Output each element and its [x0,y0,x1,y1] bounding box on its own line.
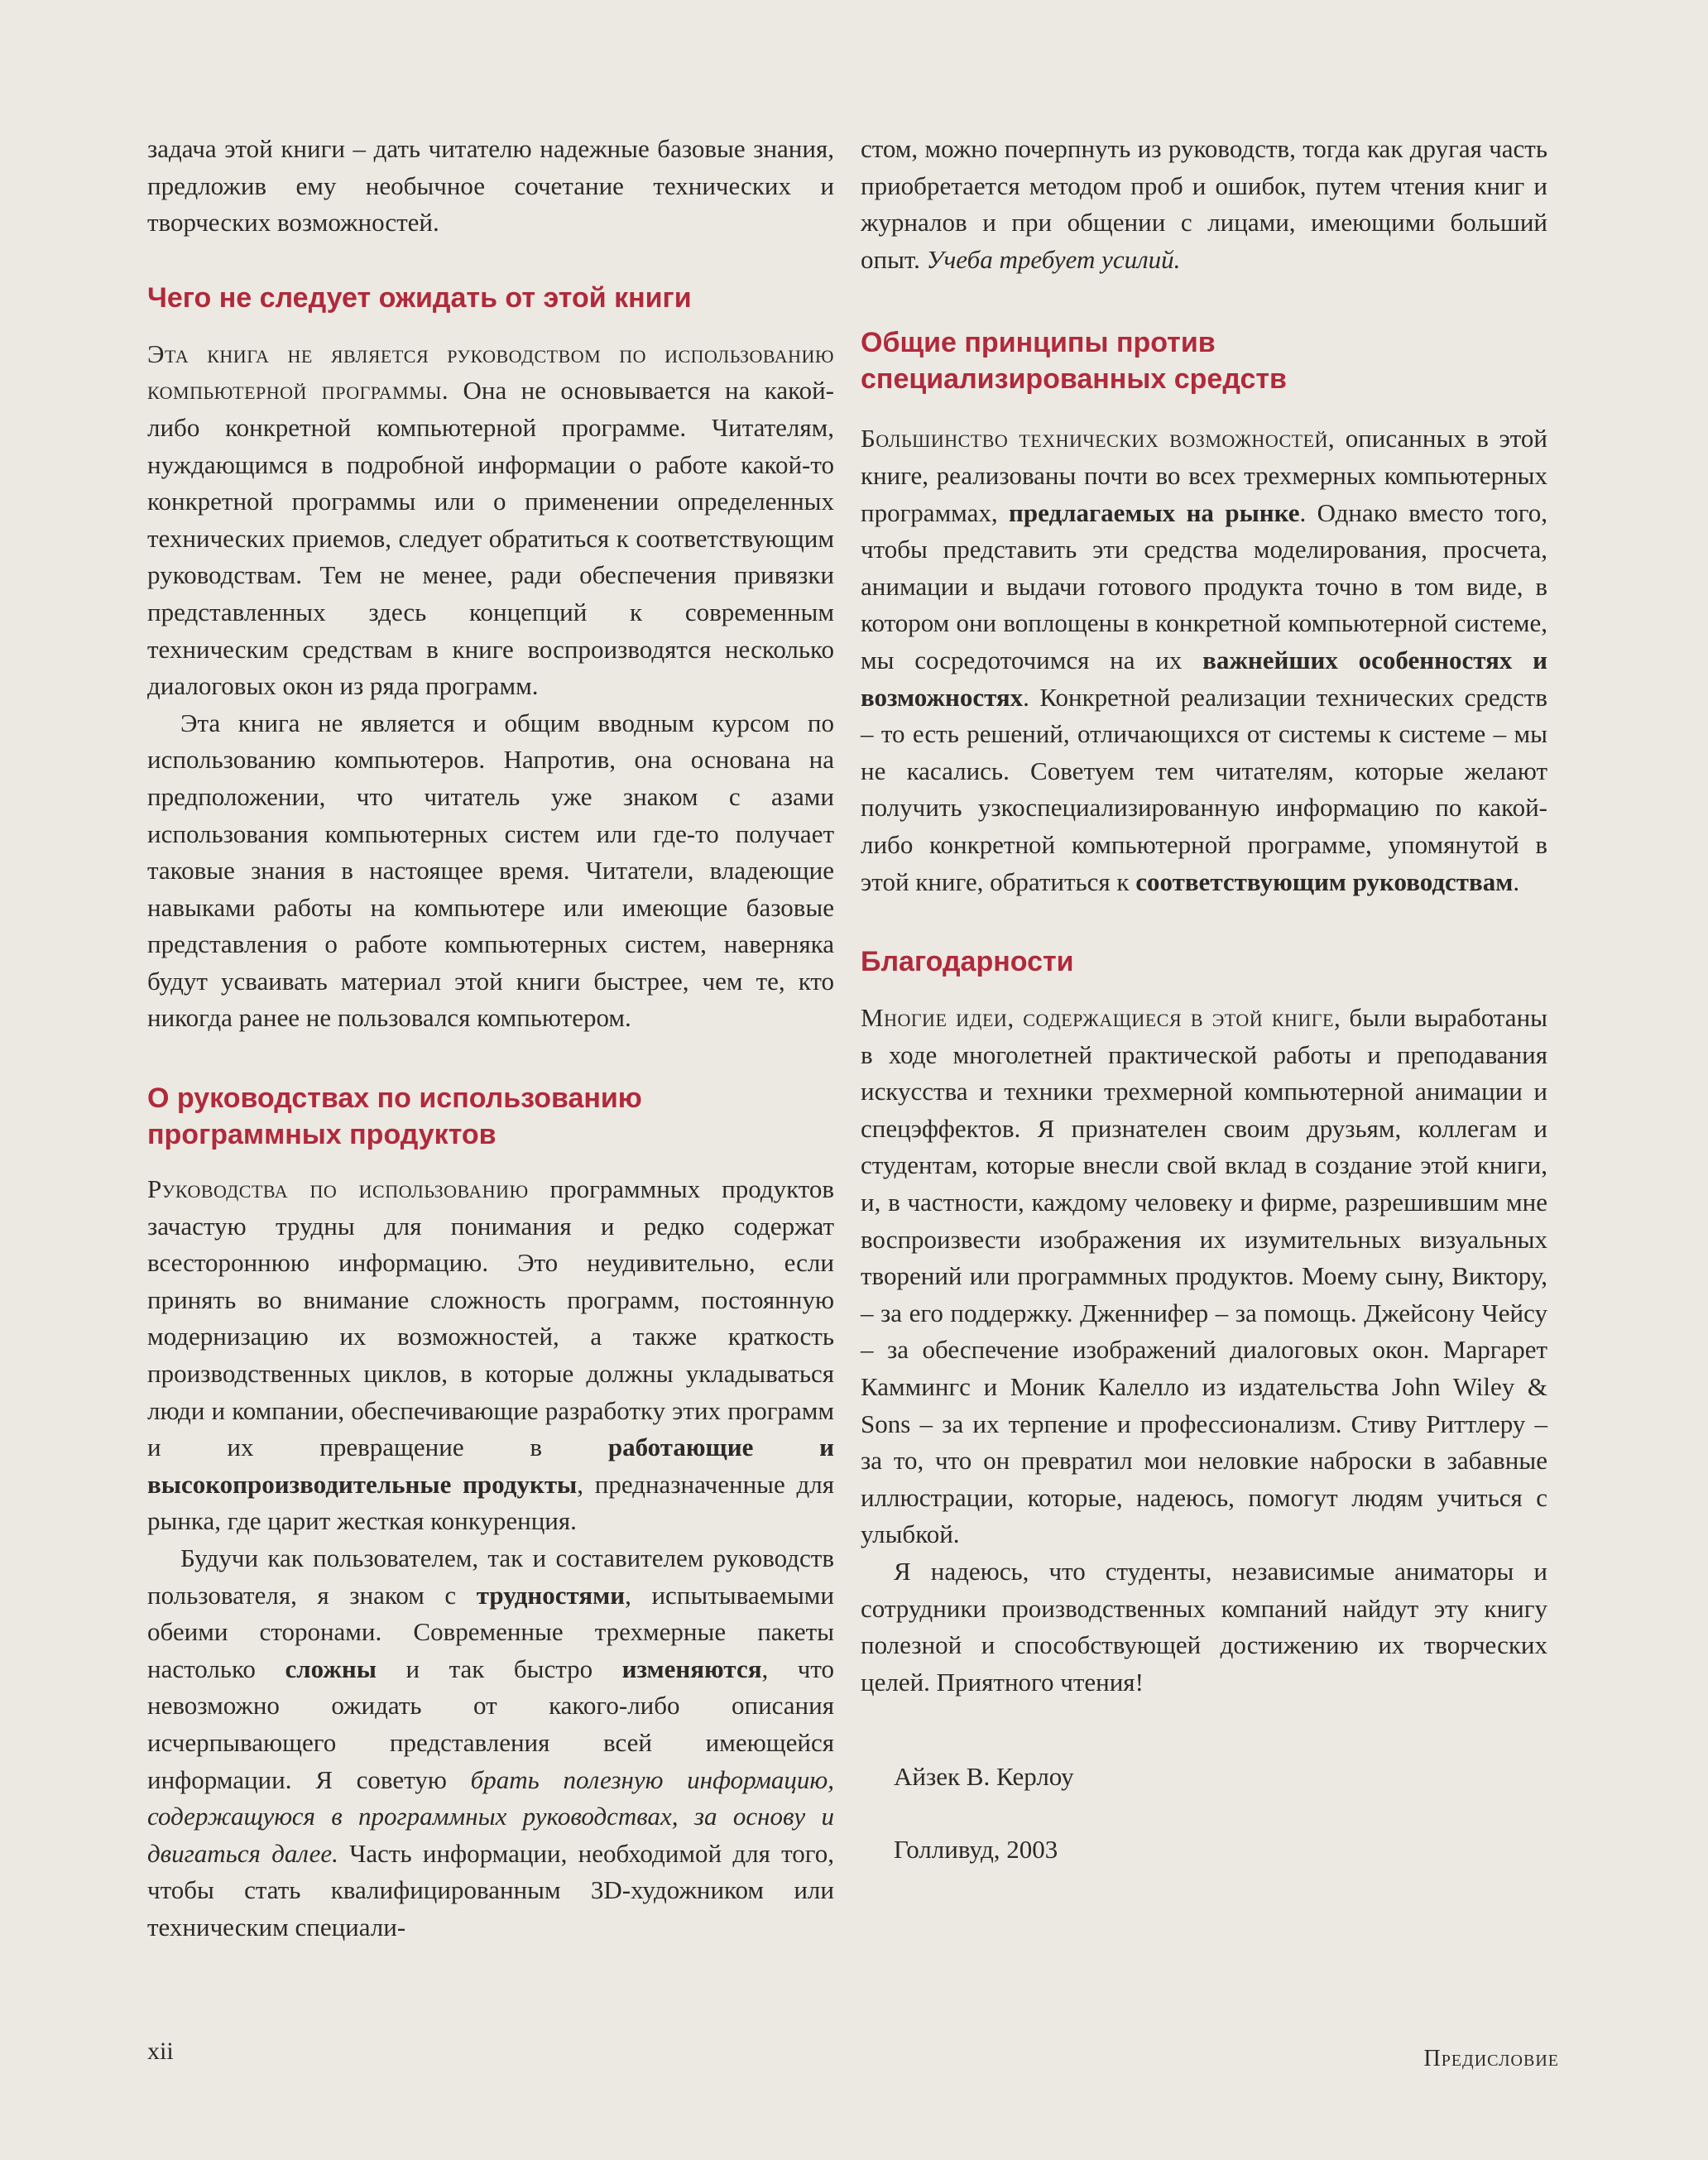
left-column [147,131,834,1946]
section-paragraph [147,336,834,705]
bold-phrase: сложны [285,1654,377,1683]
bold-phrase: важнейших особенностях и возможностях [861,645,1547,712]
bold-phrase: изменяются [621,1654,762,1683]
paragraph-text: . Однако вместо того, чтобы представить эти средства моделирования, просчета, анимации и выдачи готового продукта точно в том виде, в котором они воплощены в конкретной компьютерной системе, мы сосредоточимся на их [861,497,1547,674]
section-heading-not-expected: Чего не следует ожидать от этой книги [147,281,692,314]
heading-line: О руководствах по использованию [147,1082,642,1115]
bold-phrase: трудностями [476,1580,626,1610]
bold-phrase: соответствующим руководствам [1135,866,1514,896]
paragraph-text: были выработаны в ходе многолетней практической работы и преподавания искусства и техники трехмерной компьютерной анимации и спецэффектов. Я признателен своим друзьям, коллегам и студентам, которые внесли свой вклад в создание этой книги, и, в частности, каждому человеку и фирме, разрешившим мне воспроизвести изображения их изумительных визуальных творений или программных продуктов. Моему сыну, Виктору, – за его поддержку. Дженнифер – за помощь. Джейсону Чейсу – за обеспечение изображений диалоговых окон. Маргарет Каммингс и Моник Калелло из издательства John Wiley & Sons – за их терпение и профессионализм. Стиву Риттлеру – за то, что он превратил мои неловкие наброски в забавные иллюстрации, которые, надеюсь, помогут людям учиться с улыбкой. [861,1003,1547,1549]
paragraph-text: . Конкретной реализации технических средств – то есть решений, отличающихся от системы к системе – мы не касались. Советуем тем читателям, которые желают получить узкоспециализированную информацию по какой-либо конкретной компьютерной программе, упомянутой в этой книге, обратиться к [861,682,1547,896]
italic-phrase: Учеба требует усилий. [926,244,1181,274]
bold-phrase: работающие и высокопроизводительные продукты [147,1433,834,1499]
section-paragraph: Я надеюсь, что студенты, независимые аниматоры и сотрудники производственных компаний найдут эту книгу полезной и способствующей достижению их творческих целей. Приятного чтения! [861,1557,1547,1697]
bold-phrase: предлагаемых на рынке [1009,497,1300,527]
continued-paragraph [861,131,1547,278]
lead-in: Эта книга не является руководством по использованию компьютерной программы. [147,338,834,406]
heading-line: программных продуктов [147,1119,497,1151]
paragraph-text: Она не основывается на какой-либо конкретной компьютерной программе. Читателям, нуждающимся в подробной информации о работе какой-то конкретной программы или о применении определенных технических приемов, следует обратиться к соответствующим руководствам. Тем не менее, ради обеспечения привязки представленных здесь концепций к современным техническим средствам в книге воспроизводятся несколько диалоговых окон из ряда программ. [147,376,834,701]
paragraph-text: Часть информации, необходимой для того, чтобы стать квалифицированным 3D-художником или техническим специали- [147,1838,834,1942]
section-heading-general-principles [861,324,1547,397]
page-number: xii [147,2038,174,2065]
intro-paragraph: задача этой книги – дать читателю надежные базовые знания, предложив ему необычное сочетание технических и творческих возможностей. [147,134,834,238]
section-paragraph: Эта книга не является и общим вводным курсом по использованию компьютеров. Напротив, она основана на предположении, что читатель уже знаком с азами использования компьютерных систем или где-то получает таковые знания в настоящее время. Читатели, владеющие навыками работы на компьютере или имеющие базовые представления о работе компьютерных систем, наверняка будут усваивать материал этой книги быстрее, чем те, кто никогда ранее не пользовался компьютером. [147,708,834,1033]
paragraph-text: Будучи как пользователем, так и составителем руководств пользователя, я знаком с [147,1543,834,1610]
running-footer: Предисловие [1423,2046,1559,2071]
section-heading-manuals [147,1080,834,1153]
paragraph-text: , что невозможно ожидать от какого-либо описания исчерпывающего представления всей имеющейся информации. Я советую [147,1654,834,1794]
paragraph-text: и так быстро [376,1654,622,1683]
right-column [861,131,1547,1868]
paragraph-text: программных продуктов зачастую трудны для понимания и редко содержат всестороннюю информацию. Это неудивительно, если принять во внимание сложность программ, постоянную модернизацию их возможностей, а также краткость производственных циклов, в которые должны укладываться люди и компании, обеспечивающие разработку этих программ и их превращение в [147,1174,834,1462]
paragraph-text: , испытываемыми обеими сторонами. Современные трехмерные пакеты настолько [147,1580,834,1683]
lead-in: Руководства по использованию [147,1174,529,1204]
heading-line: специализированных средств [861,363,1287,396]
lead-in: Большинство технических возможностей, [861,424,1336,454]
paragraph-text: , предназначенные для рынка, где царит жесткая конкуренция. [147,1469,834,1536]
section-paragraph [861,420,1547,900]
section-paragraph [861,1000,1547,1553]
paragraph-text: . [1513,866,1520,896]
section-paragraph [147,1540,834,1946]
author-signature: Айзек В. Керлоу [894,1762,1074,1792]
section-heading-acknowledgements: Благодарности [861,946,1074,978]
paragraph-text: стом, можно почерпнуть из руководств, тогда как другая часть приобретается методом проб и ошибок, путем чтения книг и журналов и при общении с лицами, имеющими больший опыт. [861,134,1547,274]
italic-phrase: брать полезную информацию, содержащуюся в программных руководствах, за основу и двигаться далее. [147,1764,835,1868]
heading-line: Общие принципы против [861,327,1216,359]
paragraph-text: описанных в этой книге, реализованы почти во всех трехмерных компьютерных программах, [861,424,1547,527]
place-date: Голливуд, 2003 [894,1835,1058,1865]
lead-in: Многие идеи, содержащиеся в этой книге, [861,1003,1341,1033]
section-paragraph [147,1171,834,1540]
